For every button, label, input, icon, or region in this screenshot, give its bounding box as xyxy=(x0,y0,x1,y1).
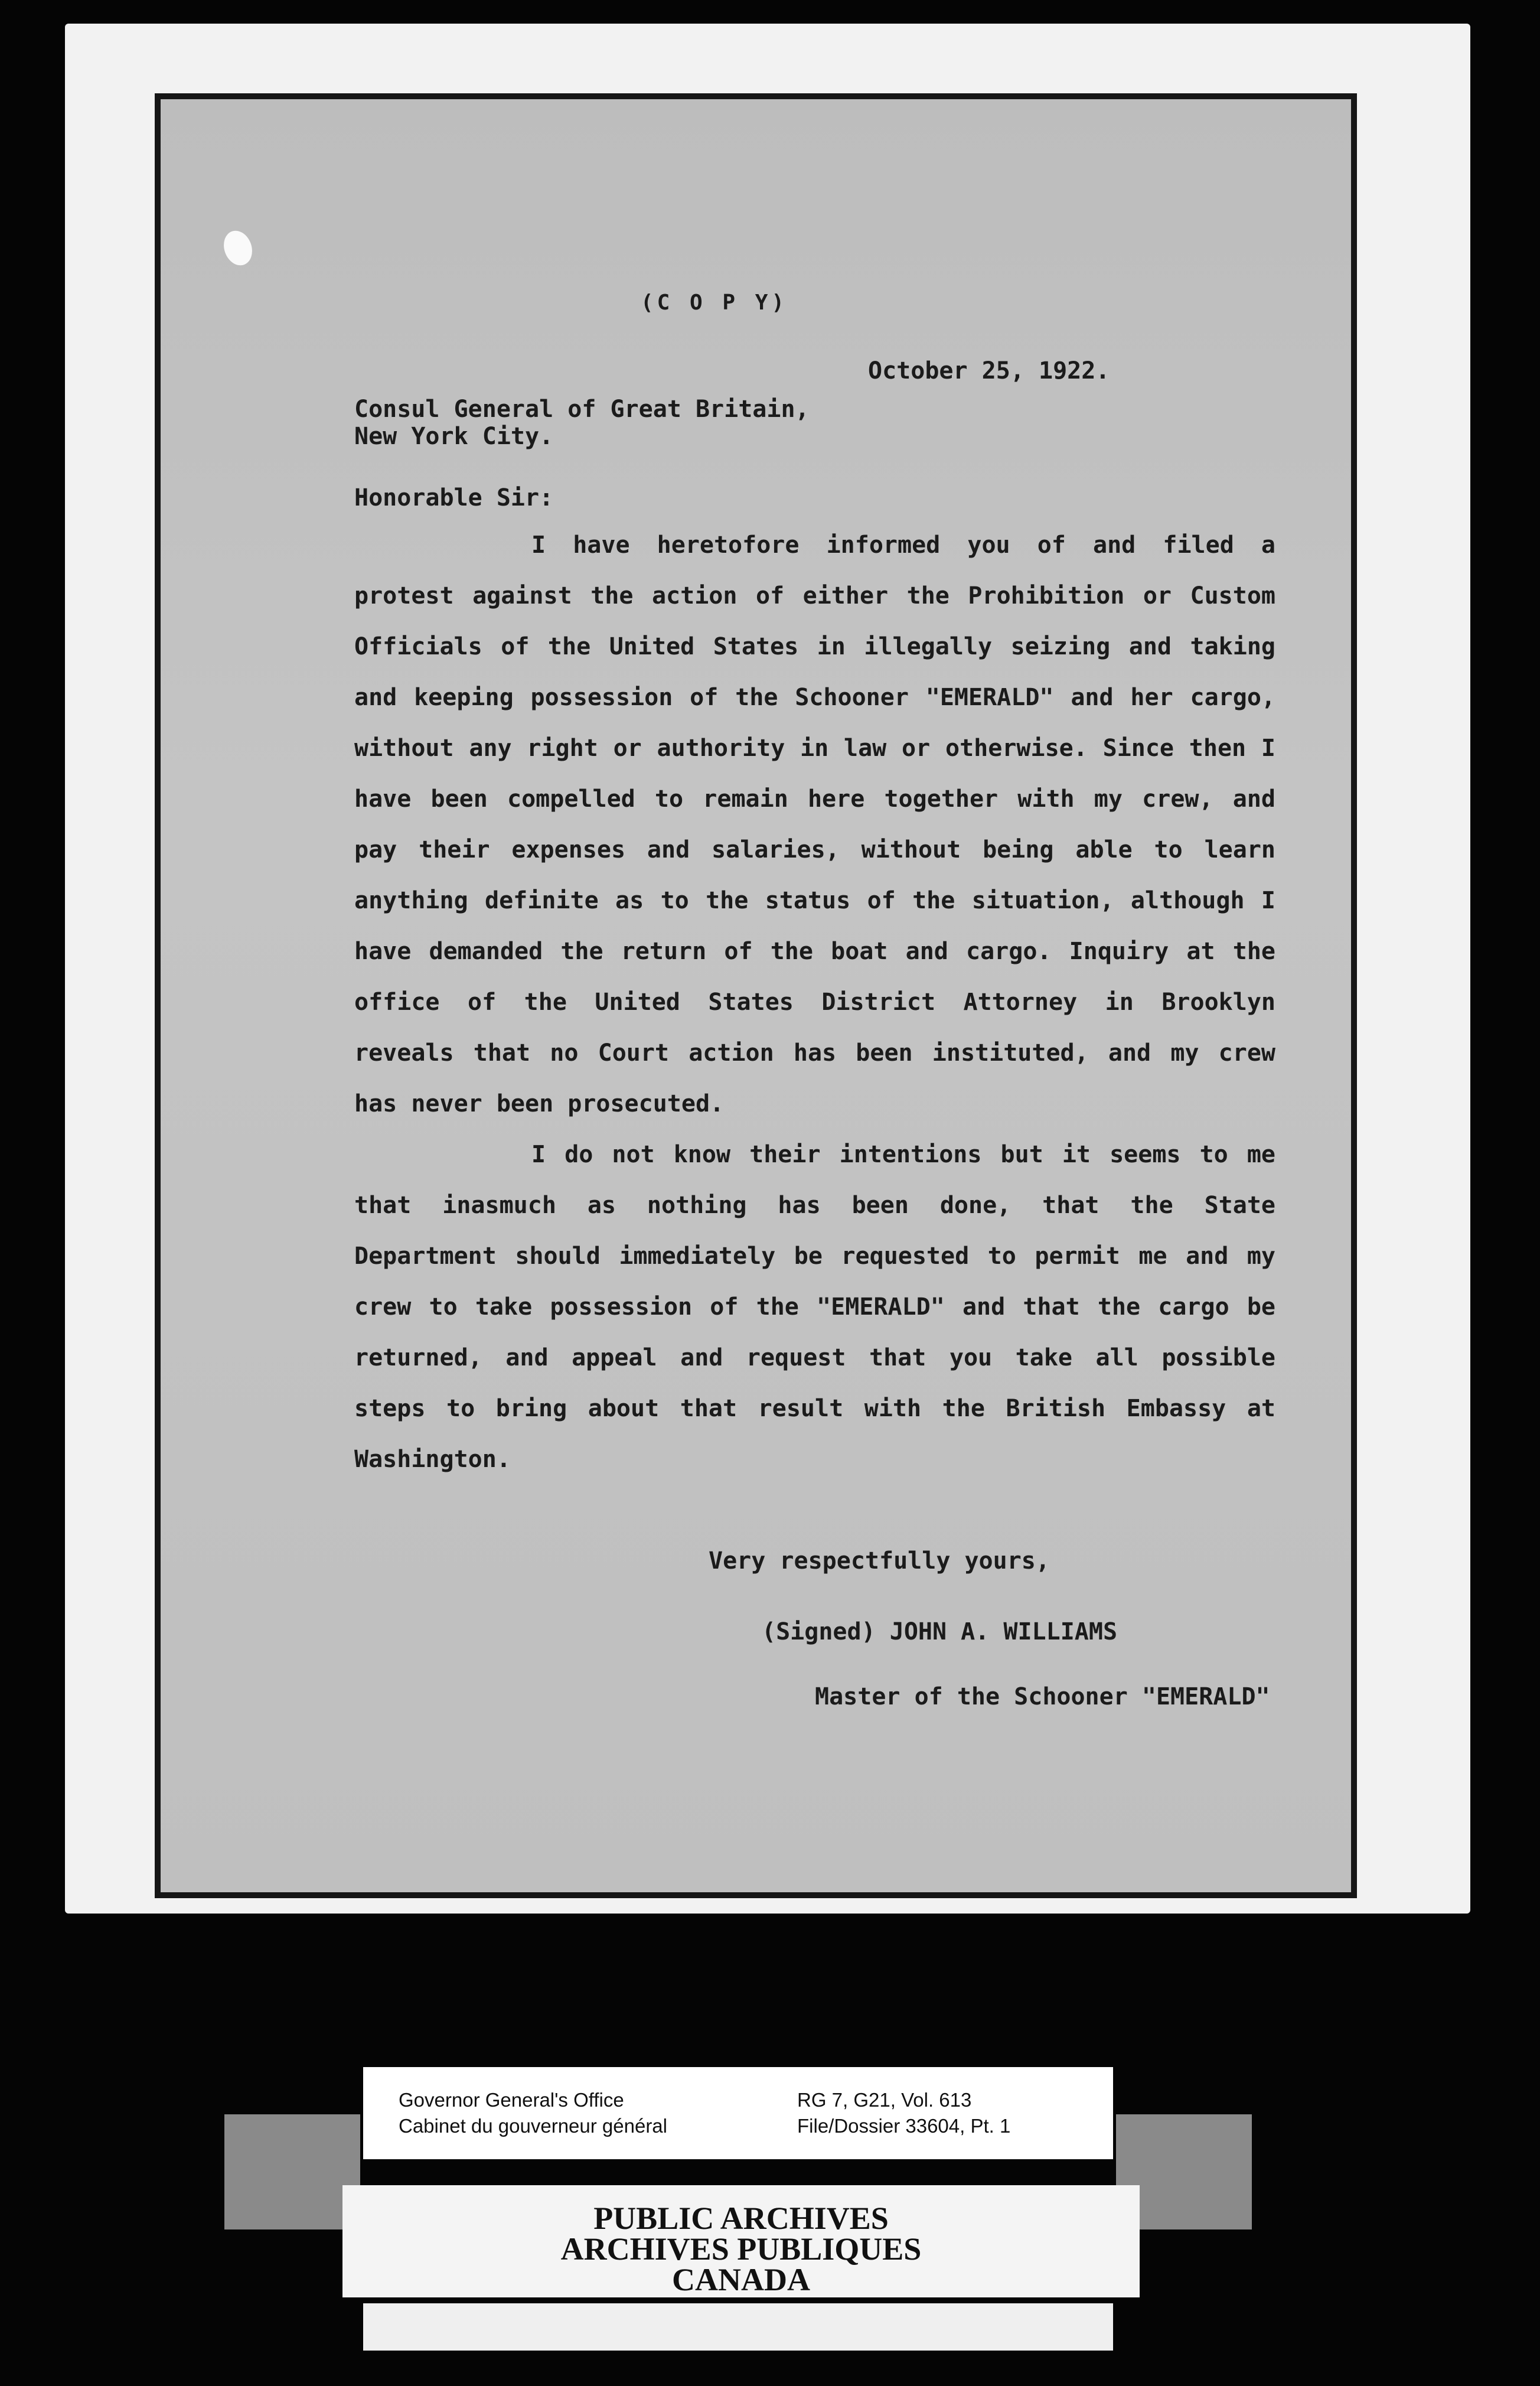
letter-body xyxy=(354,520,1275,1485)
public-archives-stamp xyxy=(342,2185,1140,2297)
office-english: Governor General's Office xyxy=(399,2089,624,2111)
addressee-line: New York City. xyxy=(354,423,554,450)
file-reference xyxy=(797,2087,1010,2139)
copy-heading: (C O P Y) xyxy=(641,291,788,315)
record-group: RG 7, G21, Vol. 613 xyxy=(797,2089,972,2111)
stamp-line-country: CANADA xyxy=(672,2262,810,2297)
closing: Very respectfully yours, xyxy=(709,1547,1050,1575)
addressee-line: Consul General of Great Britain, xyxy=(354,396,810,423)
signer-title: Master of the Schooner "EMERALD" xyxy=(815,1683,1270,1710)
stamp-line-english: PUBLIC ARCHIVES xyxy=(593,2201,889,2236)
signature: (Signed) JOHN A. WILLIAMS xyxy=(762,1618,1118,1645)
file-number: File/Dossier 33604, Pt. 1 xyxy=(797,2115,1011,2137)
office-french: Cabinet du gouverneur général xyxy=(399,2115,667,2137)
stamp-line-french: ARCHIVES PUBLIQUES xyxy=(560,2231,922,2267)
body-paragraph: I do not know their intentions but it seems to me that inasmuch as nothing has been done, that the State Department should immediately be requested to permit me and my crew to take possession of the "EMERALD" and that the cargo be returned, and appeal and request that you take all possible steps to bring about that result with the British Embassy at Washington. xyxy=(354,1141,1275,1473)
letter-date: October 25, 1922. xyxy=(868,357,1110,384)
salutation: Honorable Sir: xyxy=(354,484,554,511)
stamp-band xyxy=(224,2114,360,2229)
label-strip xyxy=(363,2303,1113,2351)
office-names xyxy=(399,2087,667,2139)
archive-reference-label xyxy=(363,2067,1113,2159)
body-paragraph: I have heretofore informed you of and filed a protest against the action of either the Prohibition or Custom Officials of the United States in illegally seizing and taking and keeping possession of the Schooner "EMERALD" and her cargo, without any right or authority in law or otherwise. Since then I have been compelled to remain here together with my crew, and pay their expenses and salaries, without being able to learn anything definite as to the status of the situation, although I have demanded the return of the boat and cargo. Inquiry at the office of the United States District Attorney in Brooklyn reveals that no Court action has been instituted, and my crew has never been prosecuted. xyxy=(354,532,1275,1117)
addressee-block xyxy=(354,396,810,450)
